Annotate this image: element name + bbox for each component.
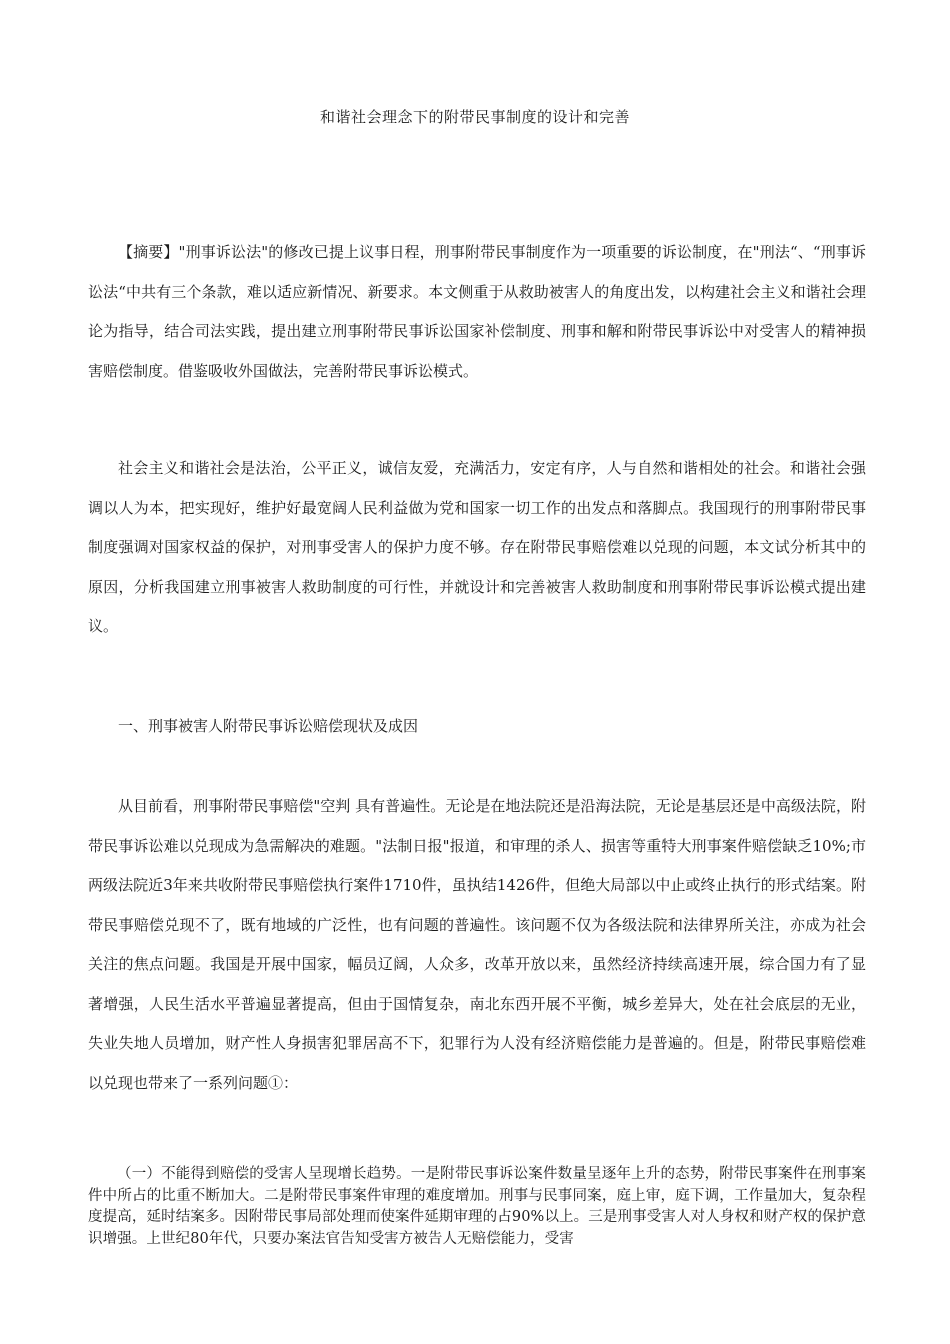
abstract-paragraph: 【摘要】"刑事诉讼法"的修改已提上议事日程，刑事附带民事制度作为一项重要的诉讼制度，在"刑法“、“刑事诉讼法“中共有三个条款，难以适应新情况、新要求。本文侧重于从救助被害人的角度出发，以构建社会主义和谐社会理论为指导，结合司法实践，提出建立刑事附带民事诉讼国家补偿制度、刑事和解和附带民事诉讼中对受害人的精神损害赔偿制度。借鉴吸收外国做法，完善附带民事诉讼模式。 [88, 243, 866, 380]
body-paragraph: 从目前看，刑事附带民事赔偿"空判 具有普遍性。无论是在地法院还是沿海法院，无论是基层还是中高级法院，附带民事诉讼难以兑现成为急需解决的难题。"法制日报"报道，和审理的杀人、损害等重特大刑事案件赔偿缺乏10%;市两级法院近3年来共收附带民事赔偿执行案件1710件，虽执结1426件，但绝大局部以中止或终止执行的形式结案。附带民事赔偿兑现不了，既有地域的广泛性，也有问题的普遍性。该问题不仅为各级法院和法律界所关注，亦成为社会关注的焦点问题。我国是开展中国家，幅员辽阔，人众多，改革开放以来，虽然经济持续高速开展，综合国力有了显著增强，人民生活水平普遍显著提高，但由于国情复杂，南北东西开展不平衡，城乡差异大，处在社会底层的无业，失业失地人员增加，财产性人身损害犯罪居高不下，犯罪行为人没有经济赔偿能力是普遍的。但是，附带民事赔偿难以兑现也带来了一系列问题①： [88, 797, 866, 1092]
document-title: 和谐社会理念下的附带民事制度的设计和完善 [319, 108, 630, 126]
subsection-paragraph: （一）不能得到赔偿的受害人呈现增长趋势。一是附带民事诉讼案件数量呈逐年上升的态势，附带民事案件在刑事案件中所占的比重不断加大。二是附带民事案件审理的难度增加。刑事与民事同案，庭上审，庭下调，工作量加大，复杂程度提高，延时结案多。因附带民事局部处理而使案件延期审理的占90%以上。三是刑事受害人对人身权和财产权的保护意识增强。上世纪80年代，只要办案法官告知受害方被告人无赔偿能力，受害 [88, 1166, 866, 1247]
intro-paragraph: 社会主义和谐社会是法治，公平正义，诚信友爱，充满活力，安定有序，人与自然和谐相处的社会。和谐社会强调以人为本，把实现好，维护好最宽阔人民利益做为党和国家一切工作的出发点和落脚点。我国现行的刑事附带民事制度强调对国家权益的保护，对刑事受害人的保护力度不够。存在附带民事赔偿难以兑现的问题，本文试分析其中的原因，分析我国建立刑事被害人救助制度的可行性，并就设计和完善被害人救助制度和刑事附带民事诉讼模式提出建议。 [88, 459, 866, 635]
section-heading: 一、刑事被害人附带民事诉讼赔偿现状及成因 [118, 717, 419, 735]
